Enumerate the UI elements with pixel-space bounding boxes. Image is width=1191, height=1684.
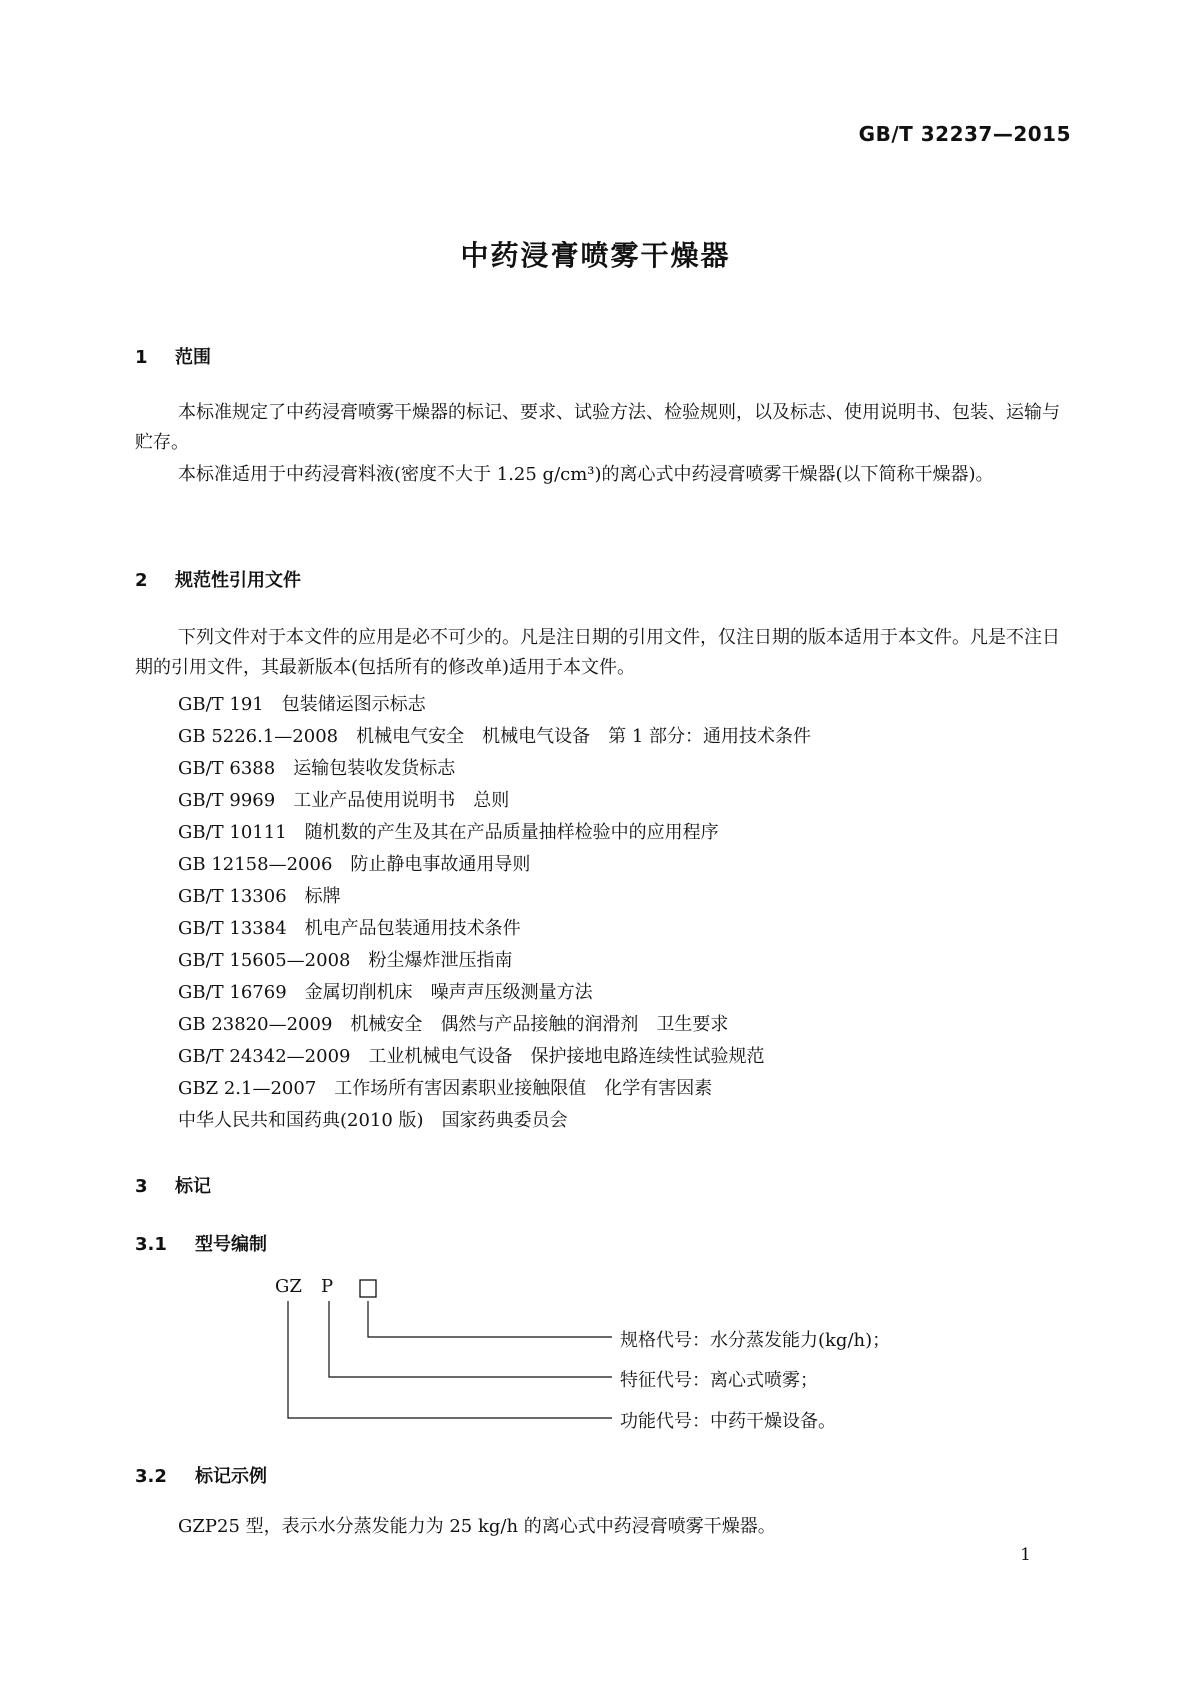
reference-code: GB/T 6388 [178,758,276,779]
section-1-paragraph-1: 本标准规定了中药浸膏喷雾干燥器的标记、要求、试验方法、检验规则，以及标志、使用说明书、包装、运输与贮存。 [135,402,1060,453]
reference-code: GB 12158—2006 [178,854,333,875]
reference-code: GBZ 2.1—2007 [178,1078,317,1099]
feature-code-label: 特征代号：离心式喷雾； [620,1370,818,1391]
reference-title: 机械电气安全 机械电气设备 第 1 部分：通用技术条件 [356,726,812,747]
reference-title: 粉尘爆炸泄压指南 [368,950,513,971]
reference-code: GB/T 16769 [178,982,287,1003]
section-2-title: 规范性引用文件 [175,570,301,591]
reference-code: GB/T 10111 [178,822,287,843]
section-3-number: 3 [135,1176,148,1197]
reference-code: GB/T 13306 [178,886,287,907]
reference-title: 运输包装收发货标志 [293,758,456,779]
marking-example-text: GZP25 型，表示水分蒸发能力为 25 kg/h 的离心式中药浸膏喷雾干燥器。 [178,1516,776,1537]
section-1-paragraph-2: 本标准适用于中药浸膏料液(密度不大于 1.25 g/cm³)的离心式中药浸膏喷雾干燥器(以下简称干燥器)。 [178,464,994,485]
reference-title: 防止静电事故通用导则 [350,854,531,875]
leader-line-feature [329,1301,612,1377]
section-3-title: 标记 [175,1176,211,1197]
reference-code: GB 5226.1—2008 [178,726,339,747]
page-number: 1 [1020,1545,1031,1565]
reference-title: 工业机械电气设备 保护接地电路连续性试验规范 [368,1046,765,1067]
reference-code: GB/T 9969 [178,790,276,811]
reference-title: 机械安全 偶然与产品接触的润滑剂 卫生要求 [350,1014,729,1035]
leader-line-function [288,1301,612,1418]
document-title: 中药浸膏喷雾干燥器 [460,239,731,272]
placeholder-box [360,1280,376,1297]
reference-title: 金属切削机床 噪声声压级测量方法 [304,982,593,1003]
function-code-label: 功能代号：中药干燥设备。 [620,1411,836,1432]
standard-number: GB/T 32237—2015 [858,122,1071,146]
section-3-1-title: 型号编制 [195,1234,267,1255]
section-3-2-title: 标记示例 [195,1466,267,1487]
section-3-1-number: 3.1 [135,1234,167,1255]
reference-title: 机电产品包装通用技术条件 [304,918,521,939]
reference-code: GB/T 191 [178,694,264,715]
section-2-number: 2 [135,570,148,591]
section-1-number: 1 [135,347,148,368]
leader-line-spec [368,1301,612,1337]
reference-title: 标牌 [304,886,341,907]
reference-code: GB/T 15605—2008 [178,950,351,971]
reference-code: 中华人民共和国药典(2010 版) [178,1110,424,1131]
reference-code: GB/T 24342—2009 [178,1046,351,1067]
reference-code: GB/T 13384 [178,918,287,939]
reference-title: 工业产品使用说明书 总则 [293,790,510,811]
reference-title: 工作场所有害因素职业接触限值 化学有害因素 [334,1078,713,1099]
reference-title: 随机数的产生及其在产品质量抽样检验中的应用程序 [304,822,719,843]
section-2-intro: 下列文件对于本文件的应用是必不可少的。凡是注日期的引用文件，仅注日期的版本适用于本文件。凡是不注日期的引用文件，其最新版本(包括所有的修改单)适用于本文件。 [135,627,1060,678]
reference-title: 包装储运图示标志 [281,694,426,715]
code-part-p: P [321,1276,334,1297]
reference-title: 国家药典委员会 [441,1110,568,1131]
spec-code-label: 规格代号：水分蒸发能力(kg/h)； [620,1330,891,1351]
section-3-2-heading [135,1462,267,1488]
section-1-title: 范围 [175,347,211,368]
reference-code: GB 23820—2009 [178,1014,333,1035]
code-part-gz: GZ [275,1276,302,1297]
section-3-2-number: 3.2 [135,1466,167,1487]
